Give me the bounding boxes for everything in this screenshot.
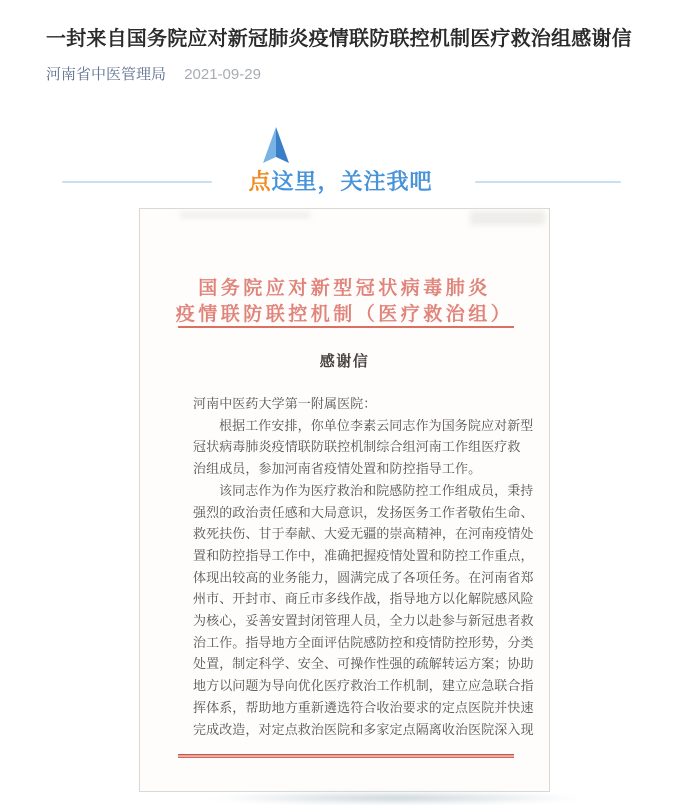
letter-title: 感谢信: [319, 354, 370, 370]
letter-body: [193, 393, 533, 740]
article-source-link[interactable]: 河南省中医管理局: [46, 66, 167, 83]
letter-header-line2: 疫情联防联控机制（医疗救治组）: [175, 304, 514, 325]
article-meta: [46, 63, 261, 84]
letter-body-line: 治组成员，参加河南省疫情处置和防控指导工作。: [193, 461, 482, 477]
banner-right-divider: [475, 181, 621, 183]
scan-bottom-shadow: [205, 791, 585, 805]
letter-body-line: 根据工作安排，你单位李素云同志作为国务院应对新型: [219, 417, 534, 433]
letter-body-line: 完成改造，对定点救治医院和多家定点隔离收治医院深入现: [193, 721, 534, 737]
banner-left-divider: [62, 181, 212, 183]
letter-body-line: 置和防控指导工作中，准确把握疫情处置和防控工作重点，: [193, 547, 534, 563]
follow-us-highlight: 点: [248, 169, 272, 194]
article-date: 2021-09-29: [184, 66, 261, 83]
letter-footer-red-rule: [178, 754, 514, 758]
letter-body-line: 该同志作为作为医疗救治和院感防控工作组成员，秉持: [219, 482, 534, 498]
letterhead-red-rule: [178, 326, 514, 328]
letter-scan-image[interactable]: [139, 208, 550, 792]
letter-body-line: 挥体系，帮助地方重新遴选符合收治要求的定点医院并快速: [193, 699, 534, 715]
scan-smudge: [180, 212, 310, 218]
letter-body-line: 救死扶伤、甘于奉献、大爱无疆的崇高精神，在河南疫情处: [193, 526, 534, 542]
letter-body-line: 州市、开封市、商丘市多线作战，指导地方以化解院感风险: [193, 591, 534, 607]
letter-body-line: 治工作。指导地方全面评估院感防控和疫情防控形势，分类: [193, 634, 534, 650]
paper-plane-icon: [262, 127, 290, 164]
letter-body-line: 处置，制定科学、安全、可操作性强的疏解转运方案；协助: [193, 656, 534, 672]
letter-body-line: 地方以问题为导向优化医疗救治工作机制，建立应急联合指: [193, 678, 534, 694]
letter-body-line: 强烈的政治责任感和大局意识，发扬医务工作者敬佑生命、: [193, 504, 534, 520]
scan-smudge: [470, 211, 545, 225]
letter-body-line: 体现出较高的业务能力，圆满完成了各项任务。在河南省郑: [193, 569, 534, 585]
letter-body-line: 冠状病毒肺炎疫情联防联控机制综合组河南工作组医疗救: [193, 439, 521, 455]
letter-body-line: 为核心，妥善安置封闭管理人员，全力以赴参与新冠患者救: [193, 613, 534, 629]
follow-us-link[interactable]: [248, 165, 432, 196]
letter-body-line: 河南中医药大学第一附属医院：: [193, 396, 377, 411]
follow-us-text: 这里，关注我吧: [271, 169, 433, 194]
article-title: 一封来自国务院应对新冠肺炎疫情联防联控机制医疗救治组感谢信: [46, 28, 632, 50]
letter-header-line1: 国务院应对新型冠状病毒肺炎: [198, 278, 491, 299]
